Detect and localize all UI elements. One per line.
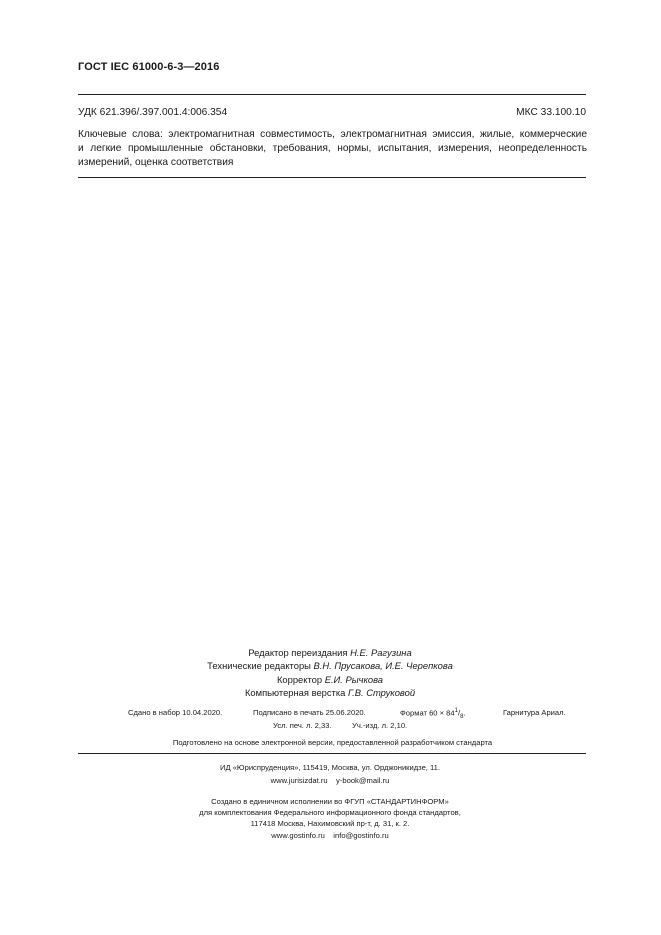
layout-label: Компьютерная верстка: [244, 686, 346, 698]
editor-credit: [150, 646, 510, 659]
publisher-address: ИД «Юриспруденция», 115419, Москва, ул. Орджоникидзе, 11.: [219, 763, 441, 772]
creator-line-2: для комплектования Федерального информационного фонда стандартов,: [199, 808, 461, 818]
creator-block: [150, 796, 510, 841]
submitted-date: Сдано в набор 10.04.2020.: [128, 708, 223, 717]
tech-editors-credit: [150, 659, 510, 672]
editor-label: Редактор переиздания: [248, 647, 348, 658]
paper-format-prefix: Формат 60 × 84: [400, 708, 455, 718]
tech-editors-names: В.Н. Прусакова, И.Е. Черепкова: [313, 660, 453, 672]
signed-date: Подписано в печать 25.06.2020.: [253, 708, 366, 717]
bottom-divider: [78, 753, 586, 754]
prepared-note: Подготовлено на основе электронной версии, предоставленной разработчиком стандарта: [172, 738, 493, 747]
keywords-divider: [78, 177, 586, 178]
credits-block: [150, 646, 510, 699]
paper-format-numerator: 1: [454, 708, 458, 714]
paper-format-suffix: .: [463, 708, 466, 718]
edition-sheets: Уч.-изд. л. 2,10.: [352, 721, 408, 730]
paper-format-denominator: 8: [460, 714, 464, 721]
paper-format: Формат $60 \times 84^1/_8$.: [400, 708, 466, 721]
udc-code: УДК 621.396/.397.001.4:006.354: [78, 107, 228, 118]
keywords-line-2: и легкие промышленные обстановки, требования, нормы, испытания, измерения, неопределенность: [78, 143, 587, 155]
editor-name: Н.Е. Рагузина: [350, 647, 412, 658]
mks-code: МКС 33.100.10: [516, 107, 586, 118]
layout-credit: [150, 686, 510, 699]
corrector-credit: [150, 673, 510, 686]
keywords-line-1: Ключевые слова: электромагнитная совместимость, электромагнитная эмиссия, жилые, коммерческие: [78, 129, 587, 140]
top-divider: [78, 94, 586, 95]
corrector-label: Корректор: [276, 673, 323, 685]
corrector-name: Е.И. Рычкова: [324, 673, 384, 685]
print-sheets: Усл. печ. л. 2,33.: [273, 721, 332, 730]
creator-contacts: www.gostinfo.ru info@gostinfo.ru: [271, 830, 389, 840]
layout-name: Г.В. Струковой: [347, 686, 416, 698]
publisher-contacts: www.jurisizdat.ru y-book@mail.ru: [270, 775, 390, 785]
tech-editors-label: Технические редакторы: [207, 660, 311, 672]
typeface-info: Гарнитура Ариал.: [503, 708, 566, 717]
creator-line-3: 117418 Москва, Нахимовский пр-т, д. 31, к. 2.: [250, 819, 410, 829]
document-number: ГОСТ IEC 61000-6-3—2016: [78, 61, 220, 73]
publisher-block: [150, 762, 510, 787]
keywords-block: [78, 128, 587, 171]
keywords-line-3: измерений, оценка соответствия: [78, 157, 234, 169]
creator-line-1: Создано в единичном исполнении во ФГУП «СТАНДАРТИНФОРМ»: [211, 797, 449, 806]
